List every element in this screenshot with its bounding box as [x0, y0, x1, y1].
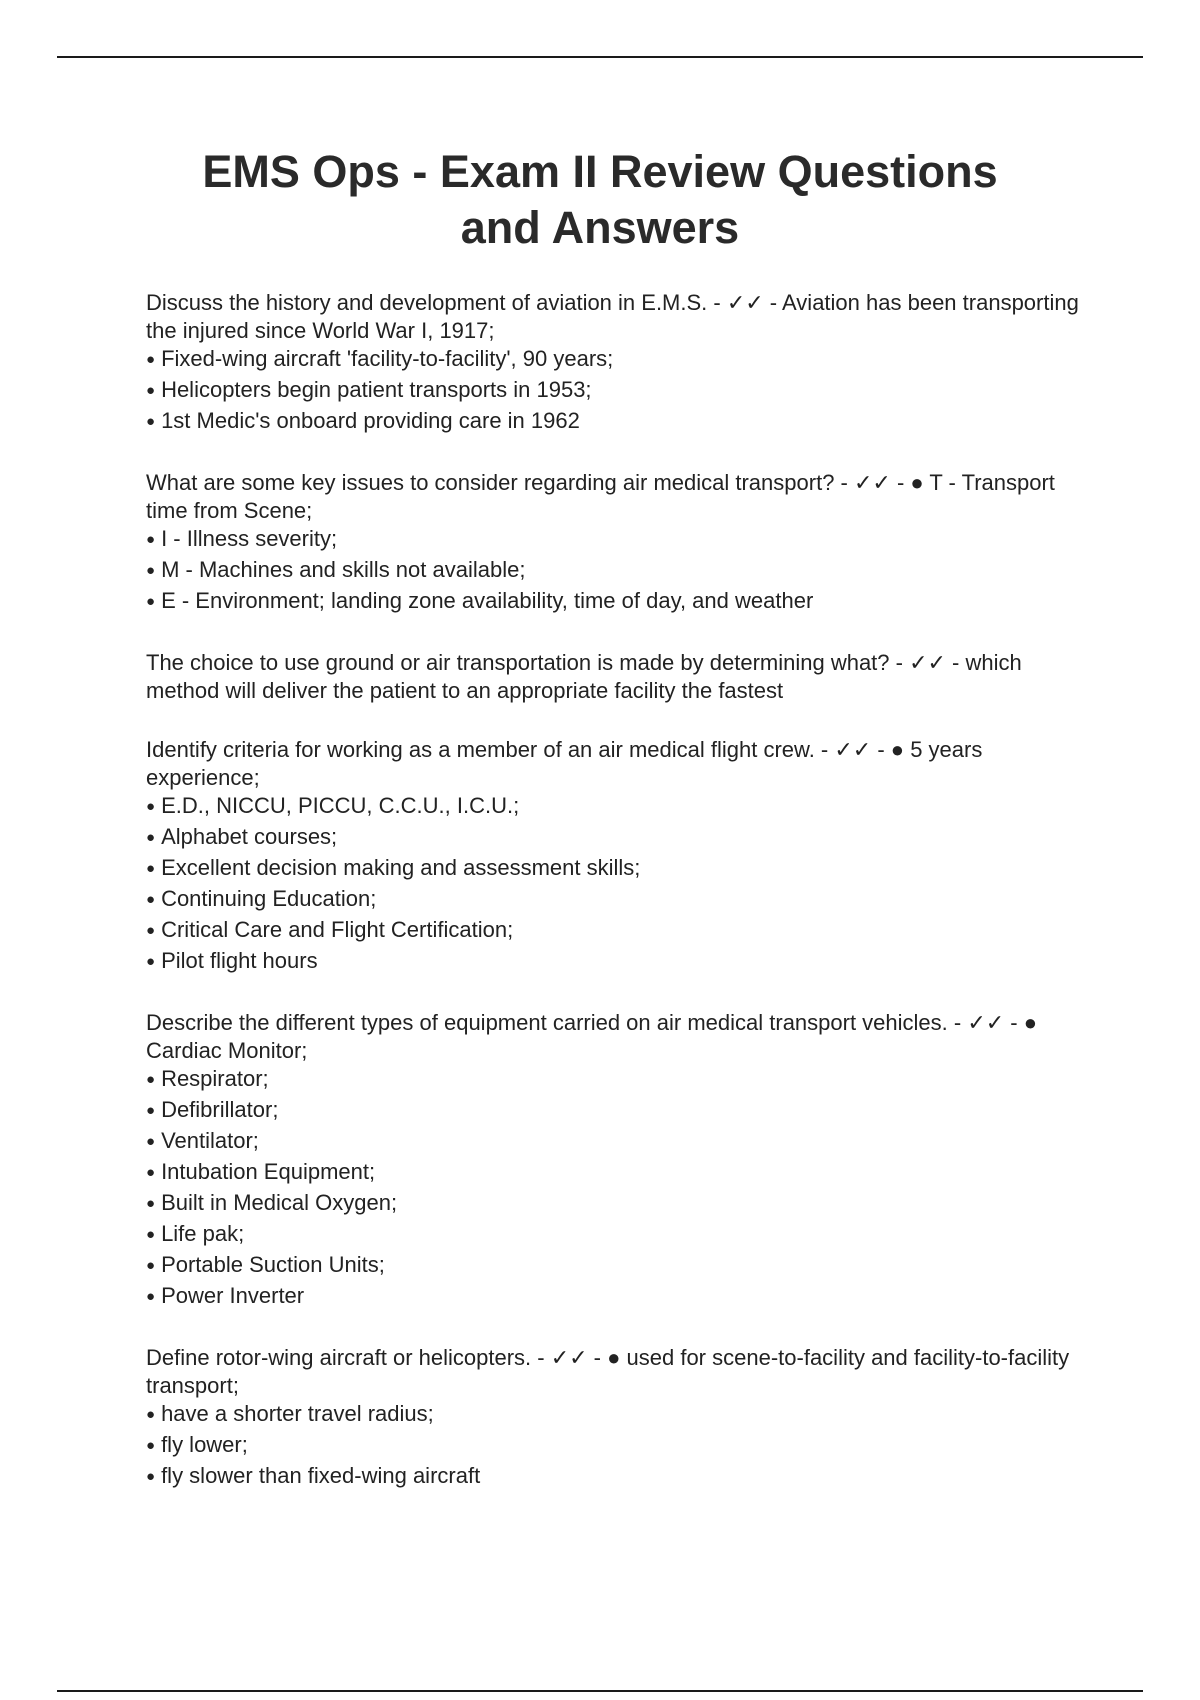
qa-item: [146, 1009, 1096, 1313]
qa-item: [146, 736, 1096, 978]
qa-bullet: ● Ventilator;: [146, 1127, 1096, 1158]
qa-bullet: ● Power Inverter: [146, 1282, 1096, 1313]
qa-bullet: ● Portable Suction Units;: [146, 1251, 1096, 1282]
qa-bullet: ● Respirator;: [146, 1065, 1096, 1096]
qa-item: [146, 289, 1096, 438]
qa-lead: Describe the different types of equipment carried on air medical transport vehicles. - ✓✓ - ● Cardiac Monitor;: [146, 1010, 1038, 1063]
qa-bullet: ● M - Machines and skills not available;: [146, 556, 1096, 587]
qa-bullet: ● have a shorter travel radius;: [146, 1400, 1096, 1431]
qa-bullet: ● E - Environment; landing zone availability, time of day, and weather: [146, 587, 1096, 618]
qa-lead: Discuss the history and development of aviation in E.M.S. - ✓✓ - Aviation has been transporting the injured since World War I, 1917;: [146, 290, 1079, 343]
qa-bullet: ● I - Illness severity;: [146, 525, 1096, 556]
bottom-rule: [57, 1690, 1143, 1692]
qa-bullet: ● Excellent decision making and assessment skills;: [146, 854, 1096, 885]
qa-lead: Define rotor-wing aircraft or helicopters. - ✓✓ - ● used for scene-to-facility and facility-to-facility transport;: [146, 1345, 1070, 1398]
qa-bullet: ● fly lower;: [146, 1431, 1096, 1462]
qa-bullet: ● Pilot flight hours: [146, 947, 1096, 978]
document-title: [100, 144, 1100, 256]
qa-bullet: ● fly slower than fixed-wing aircraft: [146, 1462, 1096, 1493]
qa-bullet: ● Fixed-wing aircraft 'facility-to-facility', 90 years;: [146, 345, 1096, 376]
qa-bullet: ● Life pak;: [146, 1220, 1096, 1251]
qa-bullet: ● Built in Medical Oxygen;: [146, 1189, 1096, 1220]
qa-lead: The choice to use ground or air transportation is made by determining what? - ✓✓ - which method will deliver the patient to an appropriate facility the fastest: [146, 650, 1022, 703]
qa-bullet: ● Critical Care and Flight Certification;: [146, 916, 1096, 947]
qa-bullet: ● Defibrillator;: [146, 1096, 1096, 1127]
title-line-1: EMS Ops - Exam II Review Questions: [202, 146, 998, 197]
qa-bullet: ● Alphabet courses;: [146, 823, 1096, 854]
qa-content: [146, 289, 1096, 1524]
qa-bullet: ● E.D., NICCU, PICCU, C.C.U., I.C.U.;: [146, 792, 1096, 823]
qa-item: [146, 1344, 1096, 1493]
qa-lead: What are some key issues to consider regarding air medical transport? - ✓✓ - ● T - Transport time from Scene;: [146, 470, 1055, 523]
qa-bullet: ● Intubation Equipment;: [146, 1158, 1096, 1189]
qa-bullet: ● Continuing Education;: [146, 885, 1096, 916]
qa-bullet: ● 1st Medic's onboard providing care in 1962: [146, 407, 1096, 438]
qa-item: [146, 649, 1096, 705]
qa-bullet: ● Helicopters begin patient transports in 1953;: [146, 376, 1096, 407]
qa-lead: Identify criteria for working as a member of an air medical flight crew. - ✓✓ - ● 5 years experience;: [146, 737, 983, 790]
top-rule: [57, 56, 1143, 58]
title-line-2: and Answers: [460, 202, 740, 253]
qa-item: [146, 469, 1096, 618]
